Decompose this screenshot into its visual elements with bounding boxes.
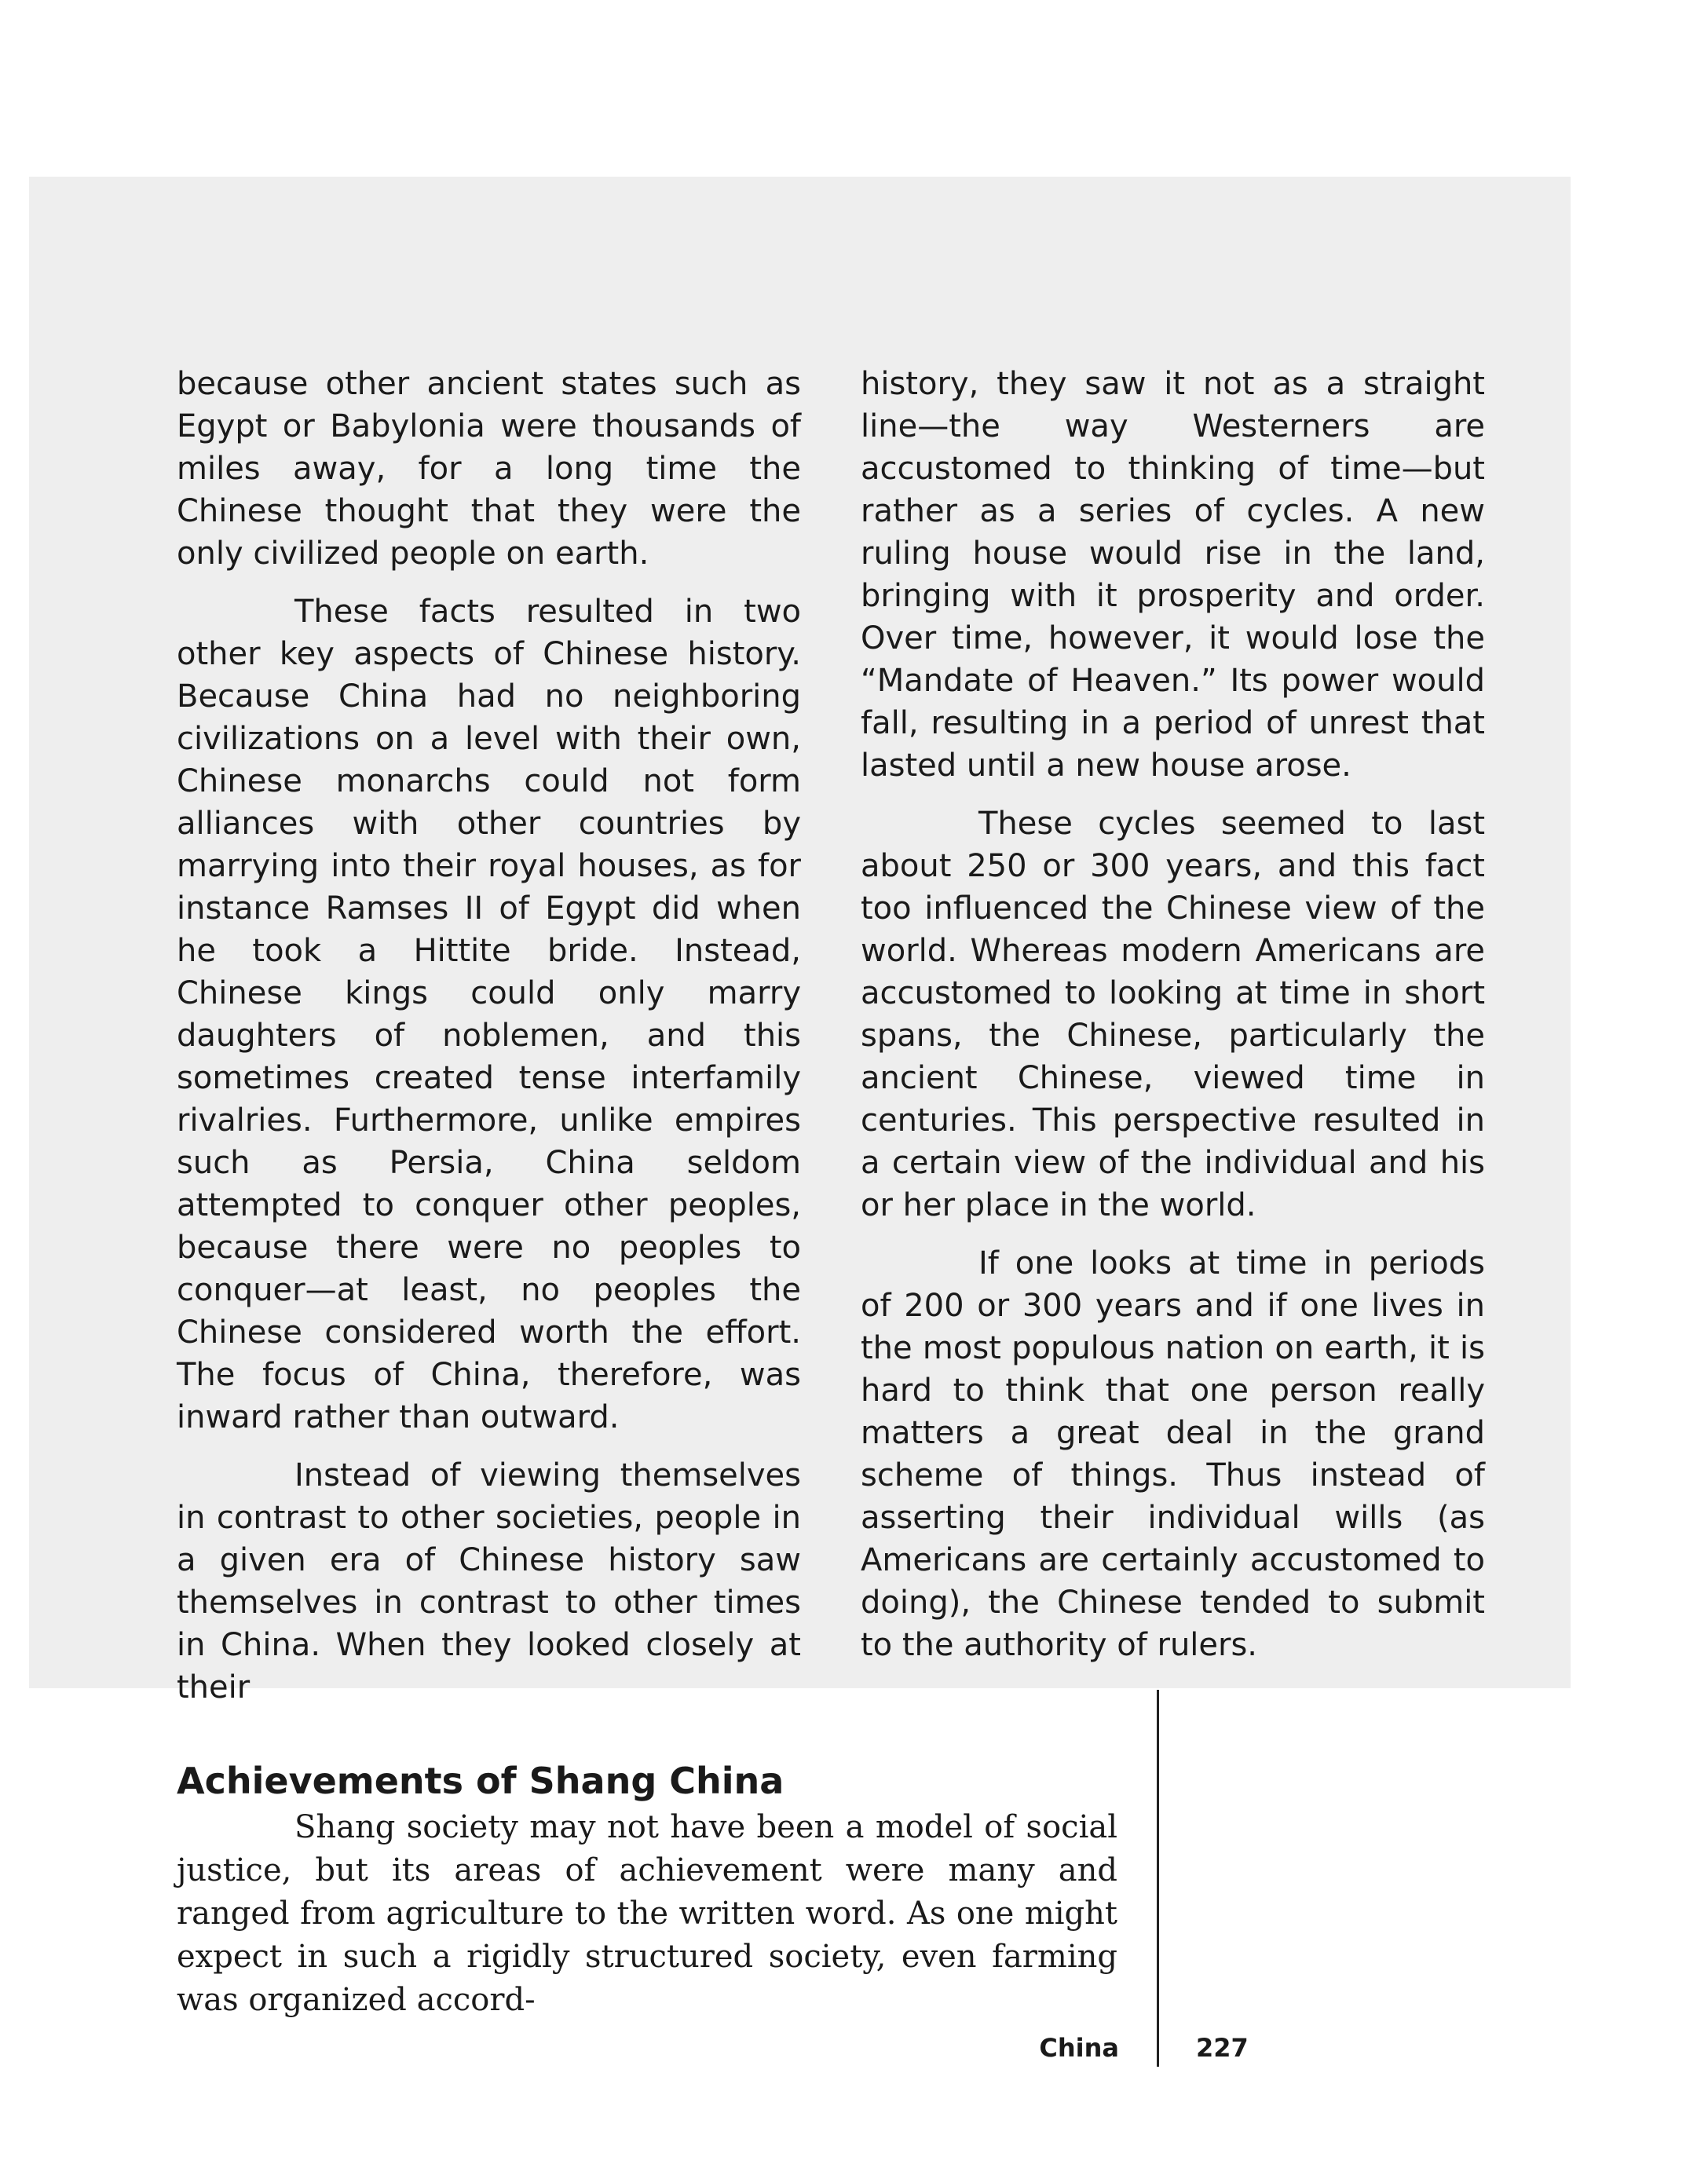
sidebar-paragraph: These cycles seemed to last about 250 or 300 years, and this fact too influenced the Chinese view of the world. Whereas modern Americans are accustomed to looking at time in short spans, the Chinese, particularly the ancient Chinese, viewed time in centuries. This perspective resulted in a certain view of the individual and his or her place in the world. (861, 806, 1485, 1223)
section-body-paragraph: Shang society may not have been a model of social justice, but its areas of achievement were many and ranged from agriculture to the written word. As one might expect in such a rigidly structured society, even farming was organized accord- (177, 1809, 1117, 2018)
sidebar-paragraph: These facts resulted in two other key aspects of Chinese history. Because China had no neighboring civilizations on a level with their own, Chinese monarchs could not form alliances with other countries by marrying into their royal houses, as for instance Ramses II of Egypt did when he took a Hittite bride. Instead, Chinese kings could only marry daughters of noblemen, and this sometimes created tense interfamily rivalries. Furthermore, unlike empires such as Persia, China seldom attempted to conquer other peoples, because there were no peoples to conquer—at least, no peoples the Chinese considered worth the effort. The focus of China, therefore, was inward rather than outward. (177, 594, 801, 1435)
sidebar-paragraph: Instead of viewing themselves in contrast to other societies, people in a given era of Chinese history saw themselves in contrast to other times in China. When they looked closely at their (177, 1457, 801, 1706)
section-heading: Achievements of Shang China (177, 1760, 785, 1802)
sidebar-right-column (861, 363, 1485, 1682)
sidebar-left-column (177, 363, 801, 1724)
page-number: 227 (1196, 2033, 1249, 2063)
sidebar-paragraph: because other ancient states such as Egypt or Babylonia were thousands of miles away, for a long time the Chinese thought that they were the only civilized people on earth. (177, 366, 801, 572)
sidebar-paragraph: If one looks at time in periods of 200 or 300 years and if one lives in the most populous nation on earth, it is hard to think that one person really matters a great deal in the grand scheme of things. Thus instead of asserting their individual wills (as Americans are certainly accustomed to doing), the Chinese tended to submit to the authority of rulers. (861, 1245, 1485, 1663)
running-footer-section: China (1039, 2033, 1119, 2063)
footer-divider (1157, 1690, 1159, 2067)
sidebar-paragraph: history, they saw it not as a straight line—the way Westerners are accustomed to thinking of time—but rather as a series of cycles. A new ruling house would rise in the land, bringing with it prosperity and order. Over time, however, it would lose the “Mandate of Heaven.” Its power would fall, resulting in a period of unrest that lasted until a new house arose. (861, 366, 1485, 784)
